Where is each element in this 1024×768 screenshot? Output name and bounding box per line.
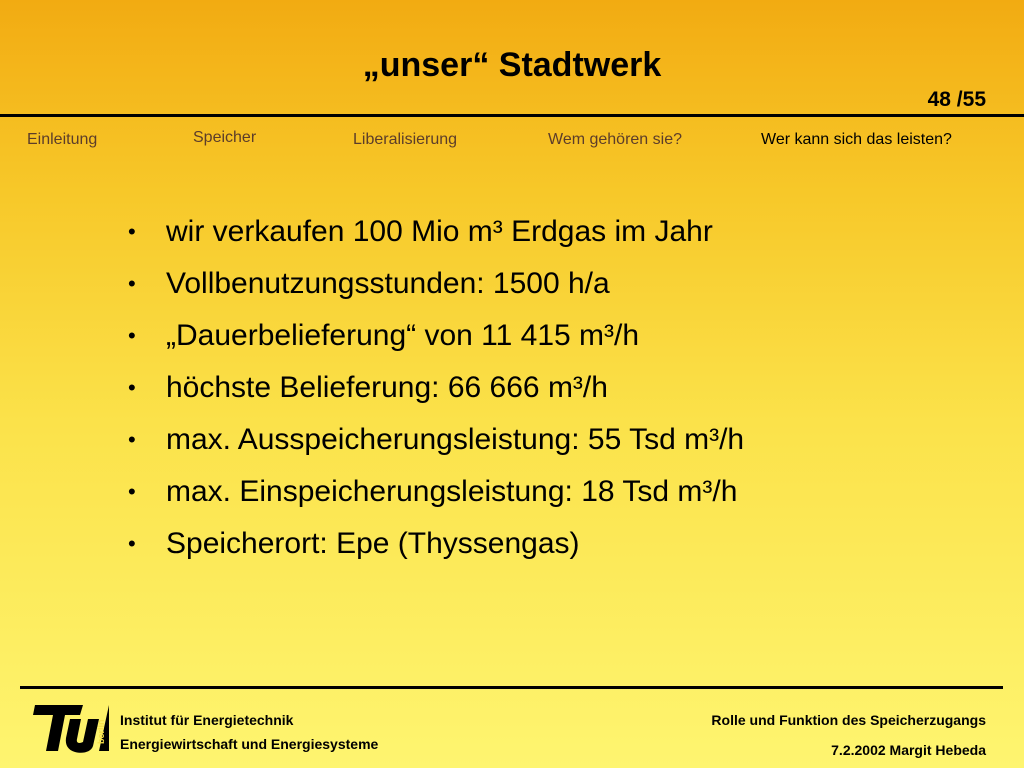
tu-berlin-logo-icon bbox=[33, 702, 109, 754]
bullet-text: max. Ausspeicherungsleistung: 55 Tsd m³/h bbox=[166, 423, 745, 456]
bullet-item bbox=[128, 522, 744, 574]
logo-text: berlin bbox=[96, 719, 106, 744]
bullet-icon: • bbox=[128, 271, 136, 296]
bullet-text: wir verkaufen 100 Mio m³ Erdgas im Jahr bbox=[166, 215, 713, 248]
footer-institute-line1: Institut für Energietechnik bbox=[120, 712, 294, 728]
nav-item-speicher[interactable]: Speicher bbox=[193, 129, 257, 146]
bullet-item bbox=[128, 470, 744, 522]
nav-item-wer-kann-sich-das-leisten[interactable]: Wer kann sich das leisten? bbox=[761, 131, 952, 148]
header-divider bbox=[0, 114, 1024, 117]
bullet-text: höchste Belieferung: 66 666 m³/h bbox=[166, 371, 608, 404]
footer-topic: Rolle und Funktion des Speicherzugangs bbox=[711, 712, 986, 728]
bullet-item bbox=[128, 210, 744, 262]
nav-item-liberalisierung[interactable]: Liberalisierung bbox=[353, 131, 458, 148]
footer-divider bbox=[20, 686, 1003, 689]
bullet-text: Vollbenutzungsstunden: 1500 h/a bbox=[166, 267, 610, 300]
nav-item-einleitung[interactable]: Einleitung bbox=[27, 131, 98, 148]
page-number: 48 /55 bbox=[927, 88, 986, 111]
bullet-item bbox=[128, 314, 744, 366]
bullet-icon: • bbox=[128, 531, 136, 556]
bullet-text: „Dauerbelieferung“ von 11 415 m³/h bbox=[166, 319, 640, 352]
footer-date-author: 7.2.2002 Margit Hebeda bbox=[831, 742, 986, 758]
bullet-icon: • bbox=[128, 323, 136, 348]
bullet-item bbox=[128, 366, 744, 418]
footer-institute-line2: Energiewirtschaft und Energiesysteme bbox=[120, 736, 379, 752]
nav-item-wem-gehoeren-sie[interactable]: Wem gehören sie? bbox=[548, 131, 682, 148]
bullet-item bbox=[128, 262, 744, 314]
bullet-text: max. Einspeicherungsleistung: 18 Tsd m³/h bbox=[166, 475, 738, 508]
bullet-text: Speicherort: Epe (Thyssengas) bbox=[166, 527, 580, 560]
bullet-icon: • bbox=[128, 375, 136, 400]
bullet-item bbox=[128, 418, 744, 470]
bullet-icon: • bbox=[128, 479, 136, 504]
slide-title: „unser“ Stadtwerk bbox=[362, 46, 662, 84]
bullet-icon: • bbox=[128, 219, 136, 244]
bullet-icon: • bbox=[128, 427, 136, 452]
bullet-list bbox=[128, 210, 744, 574]
